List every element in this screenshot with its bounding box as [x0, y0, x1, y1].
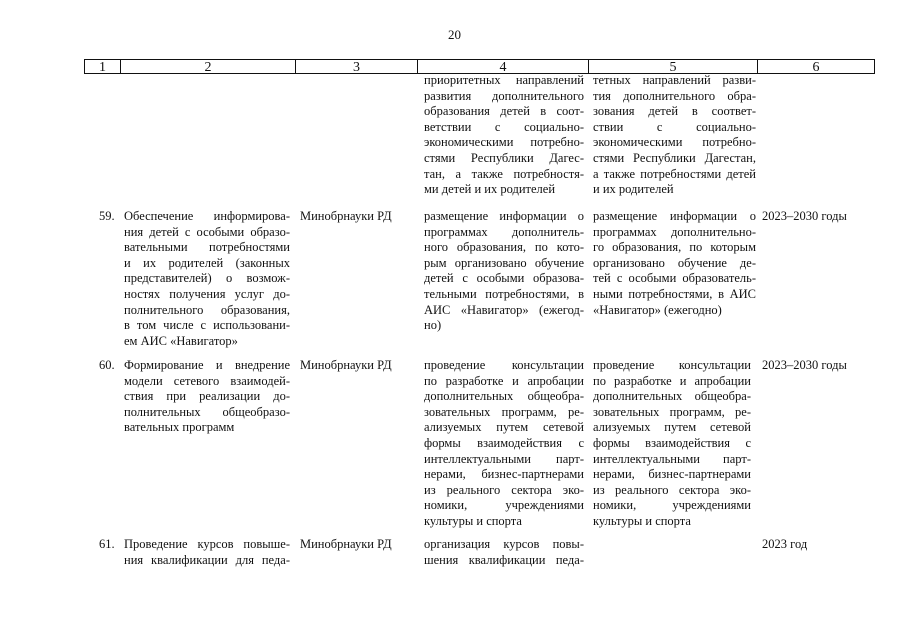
- text-line: из реального сектора эко-: [593, 482, 751, 497]
- header-col-6: 6: [757, 59, 875, 74]
- text-line: проведение консультации: [424, 358, 584, 372]
- text-line: программах дополнитель-: [424, 224, 584, 239]
- text-line: «Навигатор» (ежегодно): [593, 302, 722, 317]
- text-line: развития дополнительного: [424, 88, 584, 103]
- measure-text: [124, 358, 290, 436]
- text-line: ветствии с социально-: [424, 119, 584, 134]
- text-line: ния квалификации для педа-: [124, 552, 290, 567]
- executor: Минобрнауки РД: [300, 209, 392, 223]
- row-number: 60.: [99, 358, 115, 372]
- text-line: зовательных программ, ре-: [593, 404, 751, 419]
- text-line: размещение информации о: [424, 209, 584, 223]
- text-line: ализуемых путем сетевой: [424, 420, 584, 435]
- text-line: программах дополнительно-: [593, 224, 756, 239]
- text-line: шения квалификации педа-: [424, 552, 584, 567]
- text-line: по разработке и апробации: [424, 373, 584, 388]
- term: 2023 год: [762, 537, 808, 551]
- text-line: ными потребностями, в АИС: [593, 286, 756, 301]
- text-line: АИС «Навигатор» (ежегод-: [424, 302, 584, 317]
- text-line: и их родителей (законных: [124, 255, 290, 270]
- text-line: вательными потребностями: [124, 240, 290, 255]
- text-line: культуры и спорта: [424, 513, 522, 528]
- text-line: культуры и спорта: [593, 513, 691, 528]
- header-col-1: 1: [84, 59, 120, 74]
- text-line: представителей) о возмож-: [124, 271, 290, 286]
- header-col-3: 3: [295, 59, 417, 74]
- measure-text: [124, 537, 290, 568]
- text-line: го образования, по которым: [593, 240, 756, 255]
- text-line: формы взаимодействия с: [593, 435, 751, 450]
- text-line: Обеспечение информирова-: [124, 209, 290, 223]
- text-line: ем АИС «Навигатор»: [124, 333, 238, 348]
- measure-text: [124, 209, 290, 349]
- page-number: 20: [448, 27, 461, 42]
- text-line: детей с особыми образова-: [424, 271, 584, 286]
- text-line: ностях получения услуг до-: [124, 286, 290, 301]
- text-line: экономическими потребно-: [593, 135, 756, 150]
- text-line: дополнительных общеобра-: [593, 389, 751, 404]
- text-line: зовательных программ, ре-: [424, 404, 584, 419]
- text-line: ного образования, по кото-: [424, 240, 584, 255]
- text-line: размещение информации о: [593, 209, 756, 223]
- text-line: модели сетевого взаимодей-: [124, 373, 290, 388]
- text-line: по разработке и апробации: [593, 373, 751, 388]
- text-line: рым организовано обучение: [424, 255, 584, 270]
- text-line: и их родителей: [593, 182, 674, 197]
- text-line: приоритетных направлений: [424, 73, 584, 87]
- text-line: дополнительных общеобра-: [424, 389, 584, 404]
- text-line: Проведение курсов повыше-: [124, 537, 290, 551]
- text-line: в том числе с использовани-: [124, 318, 290, 333]
- text-line: ствия при реализации до-: [124, 389, 290, 404]
- text-line: полнительного образования,: [124, 302, 290, 317]
- text-line: экономическими потребно-: [424, 135, 584, 150]
- text-line: тан, а также потребностя-: [424, 166, 584, 181]
- executor: Минобрнауки РД: [300, 358, 392, 372]
- term: 2023–2030 годы: [762, 358, 847, 372]
- text-line: номики, учреждениями: [593, 498, 751, 513]
- text-line: номики, учреждениями: [424, 498, 584, 513]
- continuation-col5: [593, 73, 756, 198]
- indicator-text: [593, 209, 756, 318]
- header-col-2: 2: [120, 59, 295, 74]
- text-line: интеллектуальными парт-: [593, 451, 751, 466]
- text-line: тетных направлений разви-: [593, 73, 756, 87]
- text-line: тей с особыми образователь-: [593, 271, 756, 286]
- text-line: тельными потребностями, в: [424, 286, 584, 301]
- text-line: вательных программ: [124, 420, 235, 435]
- text-line: стями Республики Дагес-: [424, 150, 584, 165]
- text-line: организация курсов повы-: [424, 537, 584, 551]
- result-text: [424, 358, 584, 530]
- text-line: тия дополнительного обра-: [593, 88, 756, 103]
- text-line: ния детей с особыми образо-: [124, 224, 290, 239]
- text-line: стями Республики Дагестан,: [593, 150, 756, 165]
- text-line: организовано обучение де-: [593, 255, 756, 270]
- term: 2023–2030 годы: [762, 209, 847, 223]
- text-line: зования детей в соответ-: [593, 104, 756, 119]
- text-line: нерами, бизнес-партнерами: [593, 467, 751, 482]
- text-line: образования детей в соот-: [424, 104, 584, 119]
- text-line: полнительных общеобразо-: [124, 404, 290, 419]
- text-line: интеллектуальными парт-: [424, 451, 584, 466]
- header-col-4: 4: [417, 59, 588, 74]
- text-line: нерами, бизнес-партнерами: [424, 467, 584, 482]
- text-line: из реального сектора эко-: [424, 482, 584, 497]
- text-line: проведение консультации: [593, 358, 751, 372]
- indicator-text: [593, 358, 751, 530]
- text-line: Формирование и внедрение: [124, 358, 290, 372]
- row-number: 61.: [99, 537, 115, 551]
- header-col-5: 5: [588, 59, 757, 74]
- result-text: [424, 537, 584, 568]
- result-text: [424, 209, 584, 334]
- text-line: ализуемых путем сетевой: [593, 420, 751, 435]
- continuation-col4: [424, 73, 584, 198]
- text-line: формы взаимодействия с: [424, 435, 584, 450]
- text-line: ми детей и их родителей: [424, 182, 556, 197]
- text-line: ствии с социально-: [593, 119, 756, 134]
- text-line: но): [424, 318, 442, 333]
- row-number: 59.: [99, 209, 115, 223]
- executor: Минобрнауки РД: [300, 537, 392, 551]
- text-line: а также потребностями детей: [593, 166, 756, 181]
